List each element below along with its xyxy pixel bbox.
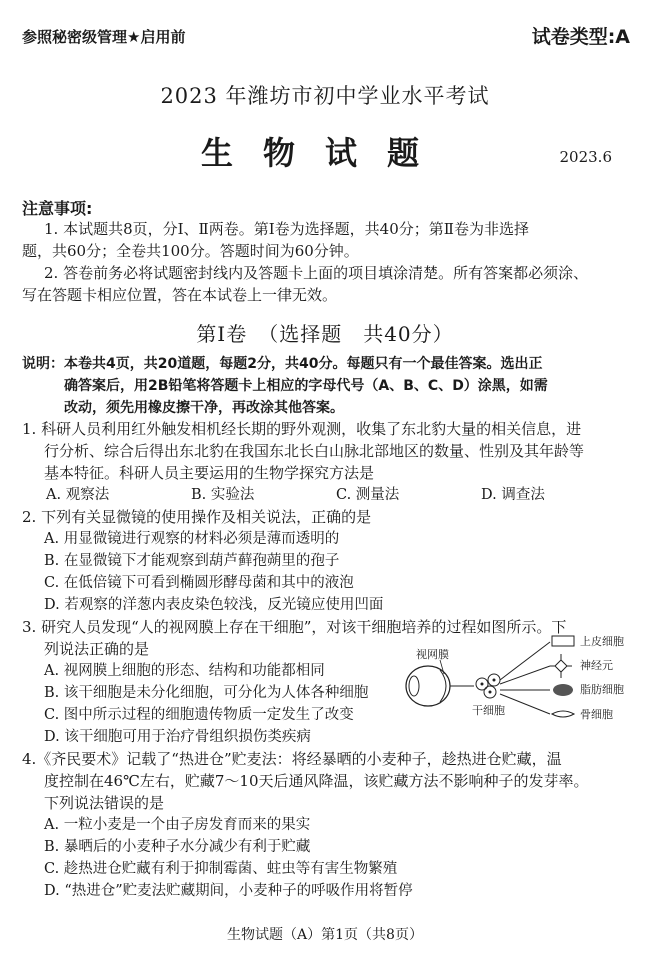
question-2	[22, 506, 634, 528]
question-3-option-a[interactable]: A. 视网膜上细胞的形态、结构和功能都相同	[44, 663, 325, 679]
section-title: 第Ⅰ卷 （选择题 共40分）	[196, 322, 454, 346]
fat-cell-icon	[553, 684, 573, 696]
question-4-option-b[interactable]: B. 暴晒后的小麦种子水分减少有利于贮藏	[44, 839, 311, 855]
stem-cell-diagram	[400, 628, 640, 728]
question-3-stem-line-1: 3. 研究人员发现“人的视网膜上存在干细胞”，对该干细胞培养的过程如图所示。下	[22, 618, 567, 636]
retina-pointer	[440, 660, 444, 674]
question-1-option-c[interactable]: C. 测量法	[336, 487, 400, 503]
arrow-to-bone	[500, 694, 550, 714]
output-label-neuron: 神经元	[580, 659, 613, 672]
exam-date: 2023.6	[559, 148, 612, 166]
question-4-stem-line-1: 4.《齐民要术》记载了“热进仓”贮麦法：将经暴晒的小麦种子，趁热进仓贮藏，温	[22, 750, 562, 768]
question-2-option-c[interactable]: C. 在低倍镜下可看到椭圆形酵母菌和其中的液泡	[44, 575, 354, 591]
notice-item-2-line-2: 写在答题卡相应位置，答在本试卷上一律无效。	[22, 286, 338, 304]
notice-item-1	[22, 218, 634, 262]
subject-title: 生物试题	[200, 134, 449, 172]
output-label-epithelial: 上皮细胞	[580, 635, 624, 648]
question-4	[22, 748, 634, 814]
question-1	[22, 418, 634, 484]
notice-item-1-line-2: 题，共60分；全卷共100分。答题时间为60分钟。	[22, 242, 359, 260]
stem-cell-label: 干细胞	[472, 704, 505, 717]
question-1-option-b[interactable]: B. 实验法	[191, 487, 255, 503]
question-4-stem-line-2: 度控制在46℃左右，贮藏7～10天后通风降温，该贮藏方法不影响种子的发芽率。	[44, 772, 589, 790]
neuron-icon	[550, 654, 572, 678]
question-2-option-a[interactable]: A. 用显微镜进行观察的材料必须是薄而透明的	[44, 531, 340, 547]
output-label-bone: 骨细胞	[580, 708, 613, 721]
instructions-line-3: 改动，须先用橡皮擦干净，再改涂其他答案。	[64, 400, 344, 416]
question-4-option-d[interactable]: D. “热进仓”贮麦法贮藏期间，小麦种子的呼吸作用将暂停	[44, 883, 413, 899]
epithelial-cell-icon	[552, 636, 574, 646]
question-1-option-a[interactable]: A. 观察法	[46, 487, 110, 503]
output-label-fat: 脂肪细胞	[580, 683, 624, 696]
question-1-stem-line-1: 1. 科研人员利用红外触发相机经长期的野外观测，收集了东北豹大量的相关信息，进	[22, 420, 582, 438]
arrow-to-epithelial	[500, 642, 550, 680]
instructions	[22, 353, 634, 419]
question-2-option-d[interactable]: D. 若观察的洋葱内表皮染色较浅，反光镜应使用凹面	[44, 597, 384, 613]
paper-type-label: 试卷类型:A	[531, 26, 630, 48]
confidentiality-label: 参照秘密级管理★启用前	[22, 28, 186, 46]
question-1-option-d[interactable]: D. 调查法	[481, 487, 545, 503]
question-2-stem-line-1: 2. 下列有关显微镜的使用操作及相关说法，正确的是	[22, 508, 372, 526]
notice-title: 注意事项:	[22, 199, 93, 218]
notice-item-2	[22, 262, 634, 306]
question-1-options	[46, 484, 626, 506]
question-4-option-a[interactable]: A. 一粒小麦是一个由子房发育而来的果实	[44, 817, 311, 833]
question-4-stem-line-3: 下列说法错误的是	[44, 794, 165, 812]
notice-item-1-line-1: 1. 本试题共8页，分Ⅰ、Ⅱ两卷。第Ⅰ卷为选择题，共40分；第Ⅱ卷为非选择	[44, 220, 529, 238]
bone-cell-icon	[552, 711, 574, 717]
question-3-option-d[interactable]: D. 该干细胞可用于治疗骨组织损伤类疾病	[44, 729, 311, 745]
question-3-option-b[interactable]: B. 该干细胞是未分化细胞，可分化为人体各种细胞	[44, 685, 369, 701]
question-1-stem-line-3: 基本特征。科研人员主要运用的生物学探究方法是	[44, 464, 375, 482]
question-4-option-c[interactable]: C. 趁热进仓贮藏有利于抑制霉菌、蛀虫等有害生物繁殖	[44, 861, 398, 877]
stem-cell-cluster	[476, 674, 500, 698]
notice-item-2-line-1: 2. 答卷前务必将试题密封线内及答题卡上面的项目填涂清楚。所有答案都必须涂、	[44, 264, 589, 282]
arrow-to-neuron	[500, 666, 550, 684]
retina-label: 视网膜	[416, 648, 449, 661]
instructions-line-2: 确答案后，用2B铅笔将答题卡上相应的字母代号（A、B、C、D）涂黑，如需	[64, 378, 548, 394]
instructions-line-1: 说明：本卷共4页，共20道题，每题2分，共40分。每题只有一个最佳答案。选出正	[22, 356, 543, 372]
question-1-stem-line-2: 行分析、综合后得出东北豹在我国东北长白山脉北部地区的数量、性别及其年龄等	[44, 442, 585, 460]
question-2-option-b[interactable]: B. 在显微镜下才能观察到葫芦藓孢蒴里的孢子	[44, 553, 340, 569]
question-3-option-c[interactable]: C. 图中所示过程的细胞遗传物质一定发生了改变	[44, 707, 354, 723]
question-3-stem-line-2: 列说法正确的是	[44, 640, 150, 658]
page-footer: 生物试题（A）第1页（共8页）	[227, 927, 423, 943]
exam-title: 2023 年潍坊市初中学业水平考试	[160, 84, 490, 108]
